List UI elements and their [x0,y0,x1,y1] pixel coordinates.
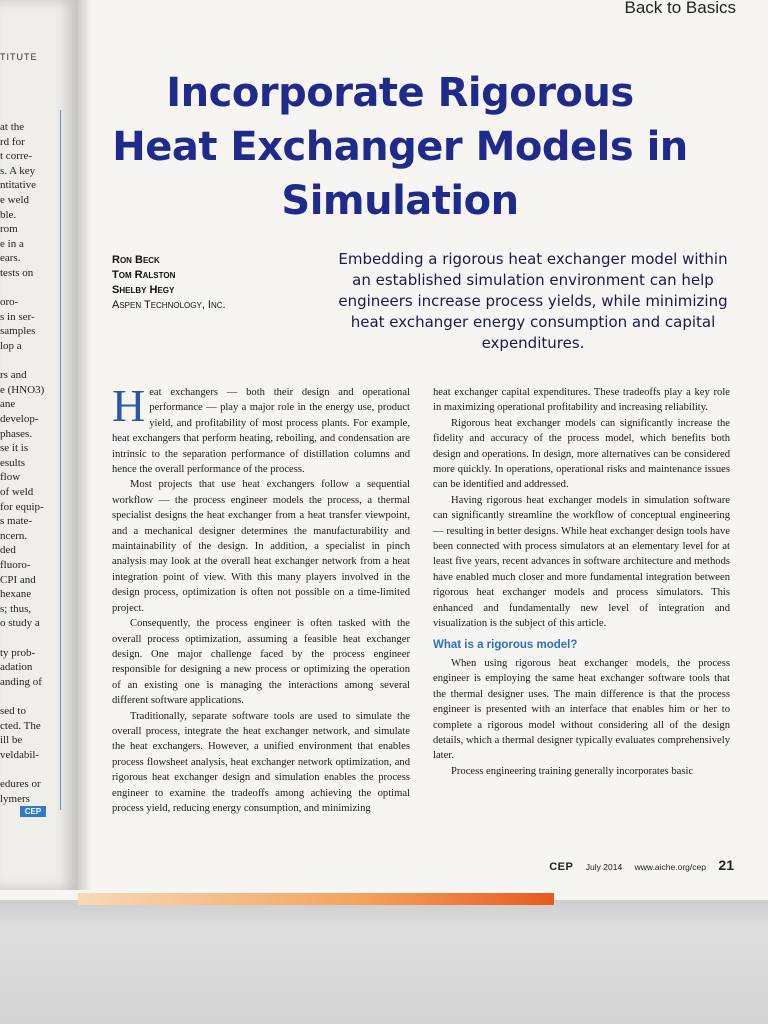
page-gutter [78,0,92,890]
body-paragraph: Traditionally, separate software tools are used to simulate the overall process, integrate the heat exchanger network, and simulate the heat exchangers. However, a unified environment that enables process flowsheet analysis, heat exchanger network optimization, and rigorous heat exchanger design and simulation enables the process engineer to examine the tradeoffs among achieving the optimal process yield, reducing energy consumption, and minimizing [112,710,410,814]
left-page-fragment: s in ser- [0,310,35,323]
body-column-left [112,380,410,816]
body-paragraph: Having rigorous heat exchanger models in simulation software can significantly streamline the workflow of conceptual engineering — resulting in better designs. While heat exchanger design tools have been connected with process simulators at an elementary level for at least five years, recent advances in software architecture and methods have enabled much closer and more fundamental integration between rigorous heat exchanger models and process simulators. This enhanced and fundamentally new level of integration and visualization is the subject of this article. [433,494,730,630]
left-page-fragment: s. A key [0,164,36,177]
cover-edge-strip [78,893,554,905]
left-page-fragment: e (HNO3) [0,383,45,396]
left-page-fragment: ane [0,398,16,411]
left-page-fragment: rom [0,223,18,236]
cep-badge: CEP [20,806,46,817]
left-page-header: TITUTE [0,52,38,62]
left-page-fragment: lop a [0,340,22,352]
body-paragraph: Process engineering training generally incorporates basic [451,765,694,777]
left-page-fragment: anding of [0,675,42,688]
left-page-fragment: sed to [0,705,26,717]
left-page-fragment: lymers [0,792,30,805]
author-block [112,253,226,313]
left-page-fragment: e weld [0,194,30,206]
author-name: Ron Beck [112,254,160,266]
left-page-fragment: se it is [0,442,29,455]
section-subhead: What is a rigorous model? [433,638,578,651]
left-page-fragment: for equip- [0,500,44,513]
left-page-fragment: o study a [0,617,40,630]
body-paragraph: Consequently, the process engineer is often tasked with the overall process optimization, assuming a feasible heat exchanger design. One major challenge faced by the process engineer responsible for designing a new process or optimizing the operation of an existing one is managing the interactions among several different software applications. [112,618,410,707]
left-page-fragment: flow [0,471,21,484]
left-page-fragment: samples [0,325,36,338]
left-page-fragment: cted. The [0,719,41,732]
left-page-fragment: at the [0,121,25,133]
author-name: Shelby Hegy [112,284,175,296]
body-paragraph: When using rigorous heat exchanger models, the process engineer is employing the same heat exchanger software tools that the thermal designer uses. The main difference is that the process engineer is presented with an interface that enables him or her to complete a rigorous model without considering all of the design details, which a thermal designer typically evaluates comprehensively later. [433,657,730,762]
page-number: 21 [718,857,734,873]
footer-url: www.aiche.org/cep [634,862,706,872]
left-page-fragment: phases. [0,427,33,440]
left-page-fragment: s mate- [0,515,33,528]
left-page-fragment: ble. [0,208,17,221]
body-paragraph: Rigorous heat exchanger models can significantly increase the fidelity and accuracy of the process model, which benefits both design and operations. In design, more alternatives can be considered more quickly. In operations, operational risks and maintenance issues can be identified and addressed. [433,417,730,491]
left-page-fragment: fluoro- [0,559,31,571]
left-page-fragment: develop- [0,413,39,425]
section-label: Back to Basics [624,0,736,17]
left-page-fragment: t corre- [0,150,33,163]
left-page-fragment: ill be [0,734,23,747]
article-title: Incorporate Rigorous Heat Exchanger Models in Simulation [112,70,688,224]
article-deck: Embedding a rigorous heat exchanger model within an established simulation environment can help engineers increase process yields, while minimizing heat exchanger energy consumption and capital expenditures. [338,250,728,352]
page-footer [549,857,734,875]
author-name: Tom Ralston [112,269,176,281]
left-page-fragment: rd for [0,135,25,148]
left-page-fragment: s; thus, [0,602,32,615]
left-page-fragment: CPI and [0,573,36,586]
left-page-fragment: ncern. [0,529,28,542]
body-paragraph: heat exchanger capital expenditures. These tradeoffs play a key role in maximizing operational profitability and increasing reliability. [433,387,730,414]
left-page-fragment: ears. [0,252,21,265]
footer-magazine: CEP [549,861,574,873]
left-page-fragment: e in a [0,237,24,250]
left-page-fragment: ded [0,544,16,557]
body-paragraph: Heat exchangers — both their design and operational performance — play a major role in the energy use, product yield, and profitability of most process plants. For example, heat exchangers that perform heating, reboiling, and condensation are intrinsic to the separation performance of distillation columns and hence the overall performance of the process. [112,380,410,476]
body-paragraph: Most projects that use heat exchangers follow a sequential workflow — the process engineer models the process, a thermal specialist designs the heat exchanger from a heat transfer viewpoint, and a mechanical designer determines the manufacturability and maintainability of the design. In addition, a specialist in pinch analysis may look at the overall heat exchanger network from a heat integration point of view. With this many players involved in the design process, optimization is often not possible on a time-limited project. [112,479,410,614]
left-page-fragment: veldabil- [0,748,40,761]
drop-cap: H [112,380,146,431]
left-column-rule [60,110,61,810]
background-surface [0,890,768,1024]
left-page-fragment: ntitative [0,179,37,192]
body-column-right [433,385,730,779]
left-page-fragment: tests on [0,267,34,279]
left-page-fragment: of weld [0,486,34,498]
left-page-fragment: rs and [0,369,27,382]
left-page-edge [0,0,78,890]
footer-date: July 2014 [585,862,623,872]
left-page-fragment: ty prob- [0,646,36,659]
left-page-fragment: hexane [0,588,32,601]
author-affiliation: Aspen Technology, Inc. [112,299,226,311]
left-page-fragment: edures or [0,778,41,790]
left-page-fragment: esults [0,456,26,469]
left-page-fragment: adation [0,661,33,674]
left-page-fragment: oro- [0,296,19,309]
